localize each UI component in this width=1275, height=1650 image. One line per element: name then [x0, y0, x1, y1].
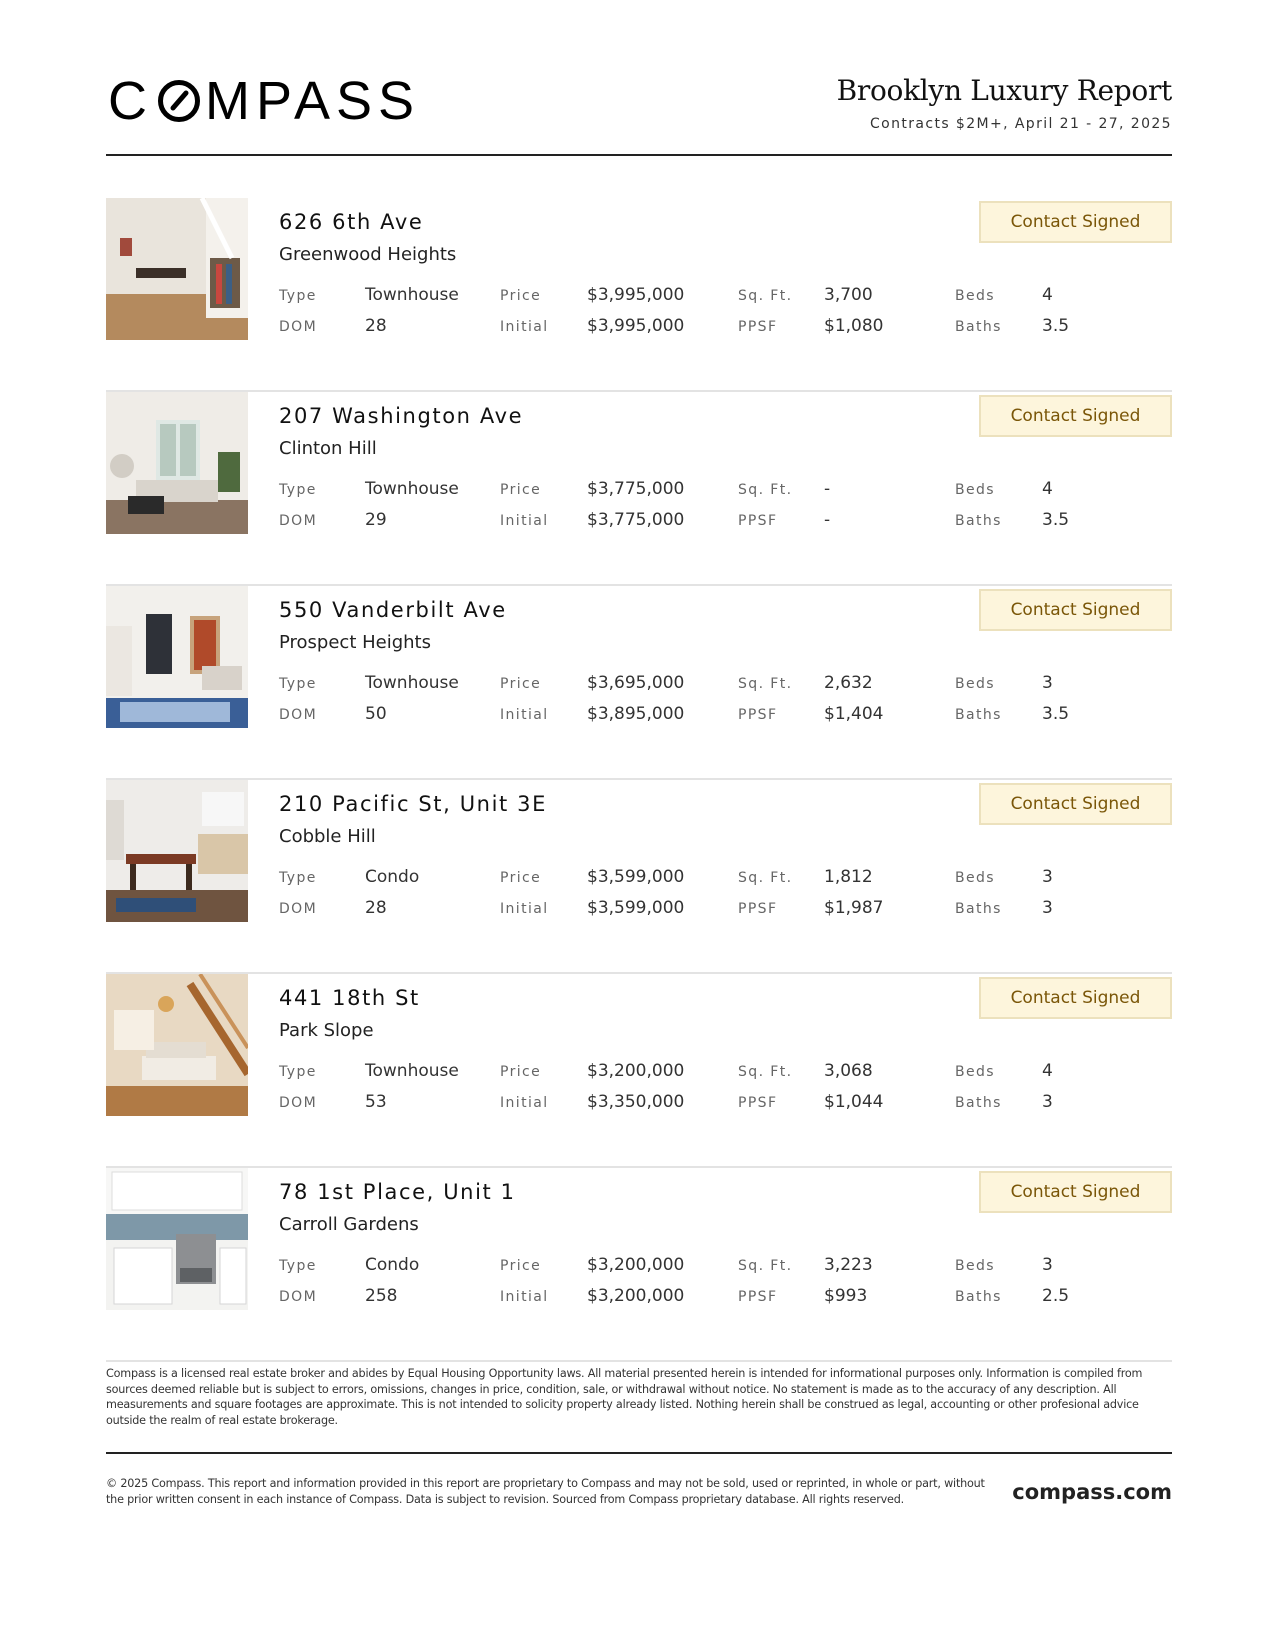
dom-label: DOM [279, 319, 318, 335]
property-address[interactable]: 78 1st Place, Unit 1 [279, 1180, 516, 1204]
property-photo[interactable] [106, 586, 248, 728]
sqft-value: 1,812 [824, 867, 873, 887]
dom-label: DOM [279, 901, 318, 917]
baths-label: Baths [955, 319, 1002, 335]
sqft-label: Sq. Ft. [738, 676, 793, 692]
ppsf-label: PPSF [738, 513, 778, 529]
type-value: Condo [365, 867, 420, 887]
status-badge[interactable]: Contact Signed [979, 1171, 1172, 1213]
website-link[interactable]: compass.com [1012, 1480, 1172, 1504]
baths-value: 3.5 [1042, 316, 1070, 336]
type-label: Type [279, 1258, 317, 1274]
initial-price-label: Initial [500, 513, 549, 529]
property-neighborhood: Prospect Heights [279, 632, 431, 653]
initial-price-value: $3,200,000 [587, 1286, 685, 1306]
initial-price-value: $3,599,000 [587, 898, 685, 918]
status-badge[interactable]: Contact Signed [979, 395, 1172, 437]
price-value: $3,200,000 [587, 1061, 685, 1081]
dom-value: 258 [365, 1286, 398, 1306]
baths-label: Baths [955, 1289, 1002, 1305]
ppsf-value: $1,044 [824, 1092, 884, 1112]
beds-value: 3 [1042, 867, 1053, 887]
property-neighborhood: Greenwood Heights [279, 244, 457, 265]
price-value: $3,599,000 [587, 867, 685, 887]
footer-divider [106, 1452, 1172, 1454]
dom-label: DOM [279, 1289, 318, 1305]
sqft-value: 3,068 [824, 1061, 873, 1081]
price-value: $3,695,000 [587, 673, 685, 693]
price-value: $3,995,000 [587, 285, 685, 305]
beds-value: 4 [1042, 285, 1053, 305]
header-divider [106, 154, 1172, 156]
property-neighborhood: Cobble Hill [279, 826, 376, 847]
initial-price-label: Initial [500, 319, 549, 335]
ppsf-value: $1,404 [824, 704, 884, 724]
property-address[interactable]: 626 6th Ave [279, 210, 424, 234]
baths-label: Baths [955, 1095, 1002, 1111]
copyright-notice: © 2025 Compass. This report and information provided in this report are proprietary to Compass and may not be sold, used or reprinted, in whole or part, without the prior written consent in each instance of Compass. Data is subject to revision. Sourced from Compass proprietary database. All rights reserved. [106, 1477, 985, 1506]
status-badge[interactable]: Contact Signed [979, 977, 1172, 1019]
type-value: Townhouse [365, 1061, 459, 1081]
baths-value: 3.5 [1042, 510, 1070, 530]
sqft-label: Sq. Ft. [738, 1064, 793, 1080]
status-badge[interactable]: Contact Signed [979, 589, 1172, 631]
property-photo[interactable] [106, 1168, 248, 1310]
type-value: Townhouse [365, 479, 459, 499]
beds-label: Beds [955, 1064, 995, 1080]
dom-label: DOM [279, 1095, 318, 1111]
baths-value: 2.5 [1042, 1286, 1070, 1306]
listing-row [106, 586, 1172, 780]
price-value: $3,775,000 [587, 479, 685, 499]
ppsf-label: PPSF [738, 1095, 778, 1111]
initial-price-label: Initial [500, 901, 549, 917]
price-label: Price [500, 288, 542, 304]
type-label: Type [279, 676, 317, 692]
beds-label: Beds [955, 482, 995, 498]
property-address[interactable]: 207 Washington Ave [279, 404, 524, 428]
baths-value: 3.5 [1042, 704, 1070, 724]
price-label: Price [500, 482, 542, 498]
beds-label: Beds [955, 676, 995, 692]
property-neighborhood: Carroll Gardens [279, 1214, 419, 1235]
ppsf-label: PPSF [738, 319, 778, 335]
beds-value: 4 [1042, 1061, 1053, 1081]
status-badge[interactable]: Contact Signed [979, 783, 1172, 825]
property-neighborhood: Clinton Hill [279, 438, 377, 459]
compass-o-icon [157, 79, 201, 123]
sqft-label: Sq. Ft. [738, 288, 793, 304]
disclaimer: Compass is a licensed real estate broker and abides by Equal Housing Opportunity laws. All material presented herein is intended for informational purposes only. Information is compiled from sources deemed reliable but is subject to errors, omissions, changes in price, condition, sale, or withdrawal without notice. No statement is made as to the accuracy of any description. All measurements and square footages are approximate. This is not intended to solicity property already listed. Nothing herein shall be construed as legal, accounting or other profesional advice outside the realm of real estate brokerage. [106, 1367, 1143, 1427]
property-neighborhood: Park Slope [279, 1020, 374, 1041]
type-label: Type [279, 1064, 317, 1080]
property-address[interactable]: 550 Vanderbilt Ave [279, 598, 507, 622]
property-photo[interactable] [106, 198, 248, 340]
initial-price-label: Initial [500, 1289, 549, 1305]
baths-label: Baths [955, 901, 1002, 917]
property-address[interactable]: 210 Pacific St, Unit 3E [279, 792, 547, 816]
dom-label: DOM [279, 707, 318, 723]
report-title: Brooklyn Luxury Report [836, 74, 1172, 107]
baths-label: Baths [955, 707, 1002, 723]
ppsf-value: $993 [824, 1286, 868, 1306]
beds-value: 3 [1042, 1255, 1053, 1275]
status-badge[interactable]: Contact Signed [979, 201, 1172, 243]
dom-value: 28 [365, 316, 387, 336]
beds-value: 3 [1042, 673, 1053, 693]
sqft-value: 3,223 [824, 1255, 873, 1275]
type-value: Townhouse [365, 285, 459, 305]
dom-value: 28 [365, 898, 387, 918]
price-label: Price [500, 870, 542, 886]
baths-label: Baths [955, 513, 1002, 529]
beds-value: 4 [1042, 479, 1053, 499]
initial-price-value: $3,995,000 [587, 316, 685, 336]
beds-label: Beds [955, 870, 995, 886]
ppsf-value: - [824, 510, 831, 530]
report-header [106, 71, 1172, 156]
sqft-value: 3,700 [824, 285, 873, 305]
initial-price-label: Initial [500, 707, 549, 723]
type-value: Townhouse [365, 673, 459, 693]
dom-label: DOM [279, 513, 318, 529]
ppsf-label: PPSF [738, 901, 778, 917]
sqft-label: Sq. Ft. [738, 870, 793, 886]
ppsf-label: PPSF [738, 1289, 778, 1305]
sqft-label: Sq. Ft. [738, 482, 793, 498]
initial-price-value: $3,350,000 [587, 1092, 685, 1112]
initial-price-value: $3,895,000 [587, 704, 685, 724]
beds-label: Beds [955, 1258, 995, 1274]
price-label: Price [500, 1064, 542, 1080]
baths-value: 3 [1042, 898, 1053, 918]
price-label: Price [500, 676, 542, 692]
sqft-value: 2,632 [824, 673, 873, 693]
ppsf-label: PPSF [738, 707, 778, 723]
initial-price-label: Initial [500, 1095, 549, 1111]
listing-row [106, 198, 1172, 392]
report-page [106, 0, 1172, 1650]
type-label: Type [279, 870, 317, 886]
compass-logo: C MPASS [108, 71, 421, 131]
price-value: $3,200,000 [587, 1255, 685, 1275]
listing-row [106, 780, 1172, 974]
listing-row [106, 392, 1172, 586]
report-subtitle: Contracts $2M+, April 21 - 27, 2025 [869, 116, 1172, 132]
property-photo[interactable] [106, 392, 248, 534]
baths-value: 3 [1042, 1092, 1053, 1112]
sqft-value: - [824, 479, 831, 499]
property-photo[interactable] [106, 780, 248, 922]
dom-value: 53 [365, 1092, 387, 1112]
listing-row [106, 1168, 1172, 1362]
ppsf-value: $1,080 [824, 316, 884, 336]
type-value: Condo [365, 1255, 420, 1275]
price-label: Price [500, 1258, 542, 1274]
dom-value: 29 [365, 510, 387, 530]
sqft-label: Sq. Ft. [738, 1258, 793, 1274]
type-label: Type [279, 482, 317, 498]
initial-price-value: $3,775,000 [587, 510, 685, 530]
type-label: Type [279, 288, 317, 304]
listing-row [106, 974, 1172, 1168]
property-photo[interactable] [106, 974, 248, 1116]
beds-label: Beds [955, 288, 995, 304]
dom-value: 50 [365, 704, 387, 724]
ppsf-value: $1,987 [824, 898, 884, 918]
property-address[interactable]: 441 18th St [279, 986, 420, 1010]
